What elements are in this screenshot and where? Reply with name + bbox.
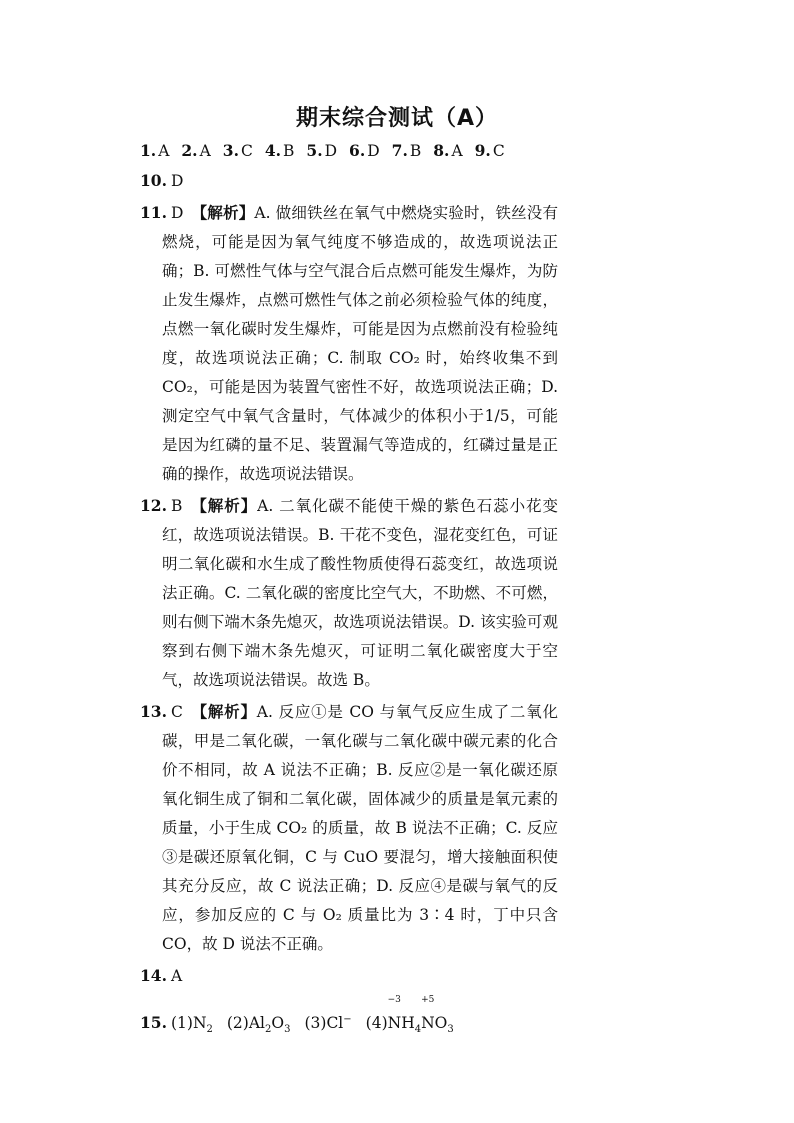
answer-15-part-1: $(1)N_2$ <box>170 1014 213 1036</box>
answer-10: 10. D <box>140 171 184 190</box>
page-title: 期末综合测试（A） <box>295 106 499 131</box>
mc-answer-7: 7. B <box>391 141 422 160</box>
answer-15-part-2: $(2)Al_2O_3$ <box>226 1014 291 1036</box>
mc-answer-4: 4. B <box>264 141 295 160</box>
answer-15-part-4: (4) −3 $NH_4$ +5 $NO_3$ <box>366 1009 454 1044</box>
mc-answer-2: 2. A <box>181 141 211 160</box>
answer-content <box>140 136 558 1044</box>
mc-answer-5: 5. D <box>306 141 338 160</box>
answer-11: 11. D 【解析】A. 做细铁丝在氧气中燃烧实验时，铁丝没有燃烧，可能是因为氧气纯度不够造成的，故选项说法正确；B. 可燃性气体与空气混合后点燃可能发生爆炸，为防止发生爆炸，点燃可燃性气体之前必须检验气体的纯度，点燃一氧化碳时发生爆炸，可能是因为点燃前没有检验纯度，故选项说法正确；C. 制取 CO₂ 时，始终收集不到 CO₂，可能是因为装置气密性不好，故选项说法正确；D. 测定空气中氧气含量时，气体减少的体积小于1/5，可能是因为红磷的量不足、装置漏气等造成的，红磷过量是正确的操作，故选项说法错误。 <box>140 203 558 483</box>
analysis-tag: 【解析】 <box>190 496 258 515</box>
answer-12-explanation: A. 二氧化碳不能使干燥的紫色石蕊小花变红，故选项说法错误。B. 干花不变色，湿花变红色，可证明二氧化碳和水生成了酸性物质使得石蕊变红，故选项说法正确。C. 二氧化碳的密度比空气大，不助燃、不可燃，则右侧下端木条先熄灭，故选项说法错误。D. 该实验可观察到右侧下端木条先熄灭，可证明二氧化碳密度大于空气，故选项说法错误。故选 B。 <box>162 497 558 689</box>
mc-answer-8: 8. A <box>433 141 463 160</box>
analysis-tag: 【解析】 <box>190 702 257 721</box>
nitrogen-with-charge-minus-3: −3 N <box>387 995 402 1033</box>
mc-answer-row <box>140 136 558 166</box>
answer-13: 13. C 【解析】A. 反应①是 CO 与氧气反应生成了二氧化碳，甲是二氧化碳，一氧化碳与二氧化碳中碳元素的化合价不相同，故 A 说法不正确；B. 反应②是一氧化碳还原氧化铜生成了铜和二氧化碳，固体减少的质量是氧元素的质量，小于生成 CO₂ 的质量，故 B 说法不正确；C. 反应③是碳还原氧化铜，C 与 CuO 要混匀，增大接触面积使其充分反应，故 C 说法正确；D. 反应④是碳与氧气的反应，参加反应的 C 与 O₂ 质量比为 3∶4 时，丁中只含 CO，故 D 说法不正确。 <box>140 702 558 953</box>
mc-answer-1: 1. A <box>140 141 170 160</box>
answer-15: 15. $(1)N_2$ $(2)Al_2O_3$ (3)Cl− (4) −3 $NH_4$ +5 $NO_3$ <box>140 1005 558 1044</box>
mc-answer-3: 3. C <box>222 141 253 160</box>
answer-11-explanation: A. 做细铁丝在氧气中燃烧实验时，铁丝没有燃烧，可能是因为氧气纯度不够造成的，故选项说法正确；B. 可燃性气体与空气混合后点燃可能发生爆炸，为防止发生爆炸，点燃可燃性气体之前必须检验气体的纯度，点燃一氧化碳时发生爆炸，可能是因为点燃前没有检验纯度，故选项说法正确；C. 制取 CO₂ 时，始终收集不到 CO₂，可能是因为装置气密性不好，故选项说法正确；D. 测定空气中氧气含量时，气体减少的体积小于1/5，可能是因为红磷的量不足、装置漏气等造成的，红磷过量是正确的操作，故选项说法错误。 <box>162 204 558 483</box>
mc-answer-9: 9. C <box>474 141 505 160</box>
answer-15-part-3: (3)Cl− <box>304 1014 352 1033</box>
answer-12: 12. B 【解析】A. 二氧化碳不能使干燥的紫色石蕊小花变红，故选项说法错误。B. 干花不变色，湿花变红色，可证明二氧化碳和水生成了酸性物质使得石蕊变红，故选项说法正确。C. 二氧化碳的密度比空气大，不助燃、不可燃，则右侧下端木条先熄灭，故选项说法错误。D. 该实验可观察到右侧下端木条先熄灭，可证明二氧化碳密度大于空气，故选项说法错误。故选 B。 <box>140 496 558 689</box>
nitrogen-with-charge-plus-5: +5 N <box>421 995 435 1033</box>
mc-answer-6: 6. D <box>349 141 380 160</box>
analysis-tag: 【解析】 <box>191 203 255 222</box>
answer-14: 14. A <box>140 966 183 985</box>
answer-13-explanation: A. 反应①是 CO 与氧气反应生成了二氧化碳，甲是二氧化碳，一氧化碳与二氧化碳中碳元素的化合价不相同，故 A 说法不正确；B. 反应②是一氧化碳还原氧化铜生成了铜和二氧化碳，固体减少的质量是氧元素的质量，小于生成 CO₂ 的质量，故 B 说法不正确；C. 反应③是碳还原氧化铜，C 与 CuO 要混匀，增大接触面积使其充分反应，故 C 说法正确；D. 反应④是碳与氧气的反应，参加反应的 C 与 O₂ 质量比为 3∶4 时，丁中只含 CO，故 D 说法不正确。 <box>162 703 558 953</box>
